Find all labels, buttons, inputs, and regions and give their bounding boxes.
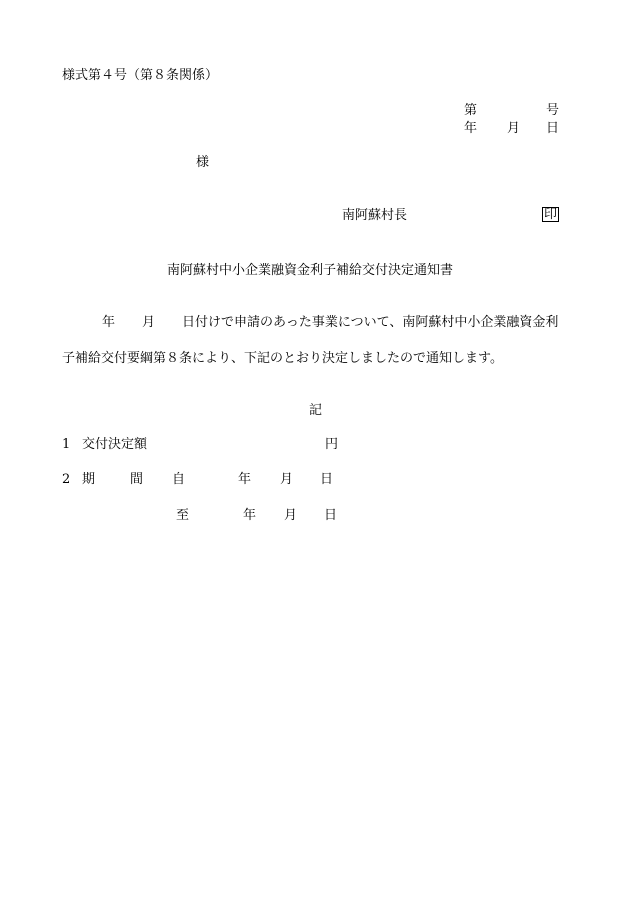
to-year: 年 bbox=[243, 508, 257, 523]
item2-label-1: 期 bbox=[82, 472, 96, 487]
date-month: 月 bbox=[507, 121, 521, 136]
from-month: 月 bbox=[280, 472, 294, 487]
item1-unit: 円 bbox=[325, 437, 339, 452]
number-suffix: 号 bbox=[546, 103, 560, 118]
issuer-title: 南阿蘇村長 bbox=[342, 208, 408, 223]
body-line1-text: 日付けで申請のあった事業について、南阿蘇村中小企業融資金利 bbox=[182, 315, 559, 330]
ki-heading: 記 bbox=[309, 403, 323, 418]
item1-number: 1 bbox=[62, 437, 71, 452]
date-day: 日 bbox=[546, 121, 560, 136]
addressee-suffix: 様 bbox=[196, 155, 210, 170]
document-title: 南阿蘇村中小企業融資金利子補給交付決定通知書 bbox=[167, 263, 454, 278]
number-prefix: 第 bbox=[464, 103, 478, 118]
to-day: 日 bbox=[324, 508, 338, 523]
item2-label-2: 間 bbox=[130, 472, 144, 487]
body-line1-month: 月 bbox=[142, 315, 156, 330]
to-month: 月 bbox=[284, 508, 298, 523]
from-label: 自 bbox=[172, 472, 186, 487]
item2-number: 2 bbox=[62, 472, 71, 487]
form-label: 様式第４号（第８条関係） bbox=[62, 68, 219, 83]
from-day: 日 bbox=[320, 472, 334, 487]
date-year: 年 bbox=[464, 121, 478, 136]
body-line1-year: 年 bbox=[102, 315, 116, 330]
seal-mark: 印 bbox=[544, 207, 558, 222]
from-year: 年 bbox=[238, 472, 252, 487]
body-line2-text: 子補給交付要綱第８条により、下記のとおり決定しましたので通知します。 bbox=[62, 351, 503, 366]
to-label: 至 bbox=[176, 508, 190, 523]
item1-label: 交付決定額 bbox=[82, 437, 148, 452]
